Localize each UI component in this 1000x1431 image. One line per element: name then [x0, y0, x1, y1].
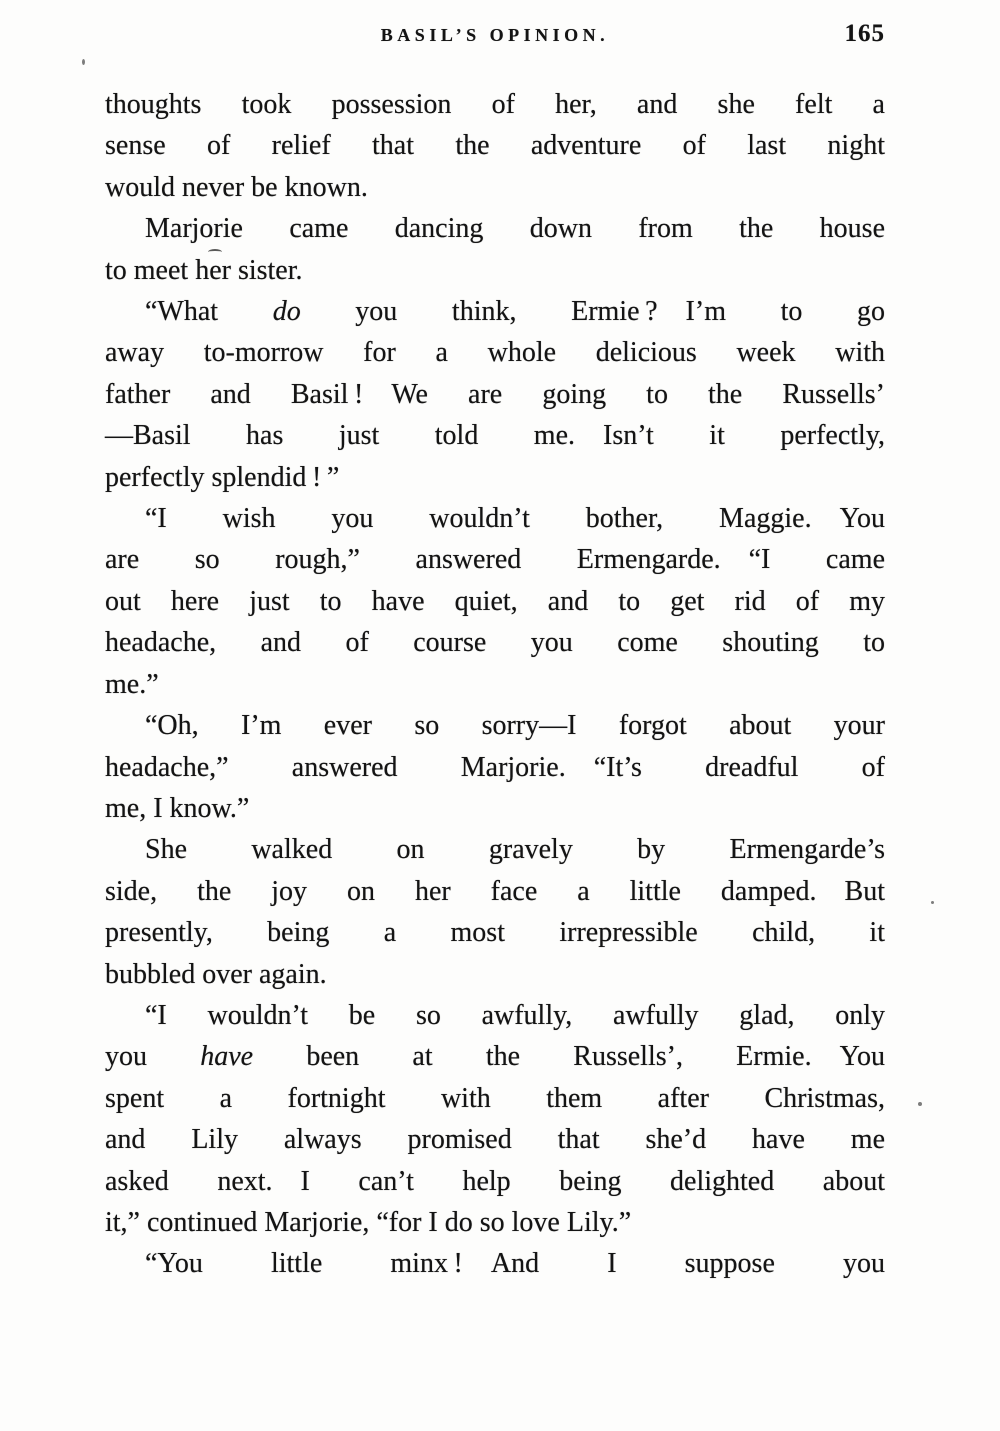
page-header	[105, 20, 885, 54]
page-number: 165	[844, 20, 885, 47]
text-line: are so rough,” answered Ermengarde. “I came	[105, 544, 885, 576]
text-line: asked next. I can’t help being delighted about	[105, 1165, 885, 1197]
text-line: me.”	[105, 668, 159, 700]
text-line: it,” continued Marjorie, “for I do so love Lily.”	[105, 1206, 632, 1238]
text-line: sense of relief that the adventure of last night	[105, 130, 885, 162]
text-line: me, I know.”	[105, 792, 250, 824]
paragraph	[105, 498, 885, 705]
text-line: to meet her sister.	[105, 254, 303, 286]
running-title: BASIL’S OPINION.	[380, 25, 610, 45]
text-line: would never be known.	[105, 171, 368, 203]
paragraph	[105, 291, 885, 498]
text-line: presently, being a most irrepressible child, it	[105, 917, 885, 949]
paragraph	[105, 705, 885, 829]
scan-speck	[82, 59, 85, 65]
text-line: spent a fortnight with them after Christmas,	[105, 1082, 885, 1114]
text-line: She walked on gravely by Ermengarde’s	[145, 834, 885, 866]
text-line: “You little minx ! And I suppose you	[145, 1248, 885, 1280]
text-line: perfectly splendid ! ”	[105, 461, 340, 493]
text-line: “I wish you wouldn’t bother, Maggie. You	[145, 503, 885, 535]
page-body	[105, 84, 885, 1285]
text-line: “I wouldn’t be so awfully, awfully glad, only	[145, 999, 885, 1031]
scan-speck	[918, 1102, 922, 1106]
text-line: headache, and of course you come shouting to	[105, 627, 885, 659]
text-line: you have been at the Russells’, Ermie. You	[105, 1041, 886, 1073]
text-line: “What do you think, Ermie ? I’m to go	[145, 296, 885, 328]
text-line: Marjorie came dancing down from the house	[145, 213, 885, 245]
text-line: bubbled over again.	[105, 958, 327, 990]
paragraph	[105, 84, 885, 208]
paragraph	[105, 208, 885, 291]
text-line: and Lily always promised that she’d have me	[105, 1124, 885, 1156]
scan-speck	[931, 901, 934, 904]
text-line: thoughts took possession of her, and she felt a	[105, 89, 885, 120]
paragraph	[105, 829, 885, 995]
text-line: headache,” answered Marjorie. “It’s dreadful of	[105, 751, 885, 783]
paragraph	[105, 995, 885, 1243]
scan-stray-mark	[208, 249, 222, 255]
text-line: —Basil has just told me. Isn’t it perfectly,	[105, 420, 885, 452]
paragraph	[105, 1243, 885, 1284]
text-line: away to-morrow for a whole delicious week with	[105, 337, 885, 369]
text-line: father and Basil ! We are going to the Russells’	[105, 378, 885, 410]
text-line: side, the joy on her face a little damped. But	[105, 875, 885, 907]
text-line: “Oh, I’m ever so sorry—I forgot about your	[145, 710, 885, 742]
text-line: out here just to have quiet, and to get rid of my	[105, 585, 885, 617]
